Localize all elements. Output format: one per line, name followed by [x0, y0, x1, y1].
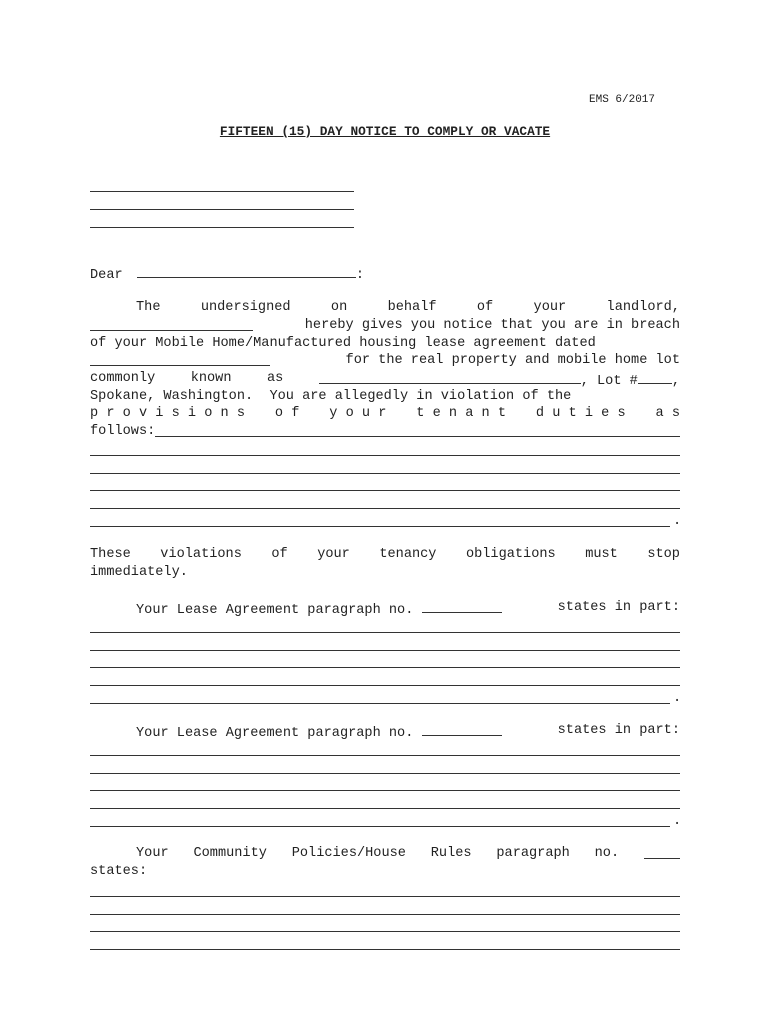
- word: on: [330, 300, 348, 315]
- comma: ,: [671, 374, 680, 389]
- word: violations: [160, 547, 242, 562]
- lease1-line: [90, 599, 680, 620]
- lease1-prefix: Your Lease Agreement paragraph no.: [136, 603, 414, 618]
- violation-line-2[interactable]: [90, 473, 680, 474]
- lease1-line-2[interactable]: [90, 650, 680, 651]
- community-line1: [90, 845, 680, 863]
- lease2-line-1[interactable]: [90, 755, 680, 756]
- word: d u t i e s: [535, 406, 626, 421]
- lot-number-field[interactable]: [638, 370, 672, 384]
- word: known: [190, 371, 232, 386]
- word: your: [317, 547, 350, 562]
- para1-line4: [90, 352, 680, 370]
- violation-line-1[interactable]: [90, 455, 680, 456]
- para1-line8: [90, 423, 680, 441]
- word: Your: [136, 846, 169, 861]
- lease1-prefix-group: [136, 599, 502, 620]
- word: landlord,: [606, 300, 680, 315]
- word: your: [533, 300, 567, 315]
- lease1-line-3[interactable]: [90, 667, 680, 668]
- community-paragraph-field[interactable]: [644, 845, 680, 859]
- lease2-line-2[interactable]: [90, 773, 680, 774]
- para1-text: Spokane, Washington. You are allegedly in violation of the: [90, 389, 572, 404]
- page-title: FIFTEEN (15) DAY NOTICE TO COMPLY OR VACATE: [219, 124, 551, 139]
- community-line2: [90, 863, 680, 881]
- lease2-line-4[interactable]: [90, 808, 680, 809]
- lease1-suffix: states in part:: [557, 600, 680, 615]
- address-line-2[interactable]: [90, 209, 354, 210]
- word: paragraph: [496, 846, 570, 861]
- lease2-prefix-group: [136, 722, 502, 743]
- para1-line3: [90, 335, 680, 353]
- lease1-line-1[interactable]: [90, 632, 680, 633]
- community-text: states:: [90, 864, 148, 879]
- address-line-1[interactable]: [90, 191, 354, 192]
- community-line-4[interactable]: [90, 949, 680, 950]
- tenant-name-field[interactable]: [137, 264, 356, 278]
- landlord-name-field[interactable]: [90, 317, 253, 331]
- violation-line-0[interactable]: [155, 423, 680, 437]
- lease1-line-4[interactable]: [90, 685, 680, 686]
- word: of: [271, 547, 288, 562]
- lease2-suffix: states in part:: [557, 723, 680, 738]
- violation-line-4[interactable]: [90, 508, 680, 509]
- word: of: [476, 300, 494, 315]
- para1-line6: [90, 388, 680, 406]
- word: behalf: [387, 300, 437, 315]
- community-line-1[interactable]: [90, 896, 680, 897]
- lease2-paragraph-field[interactable]: [422, 722, 502, 736]
- para2-line1: [90, 546, 680, 564]
- lot-label: , Lot #: [580, 374, 638, 389]
- agreement-date-field[interactable]: [90, 352, 270, 366]
- word: obligations: [465, 547, 556, 562]
- para1-text: of your Mobile Home/Manufactured housing lease agreement dated: [90, 336, 596, 351]
- property-address-field[interactable]: [319, 370, 581, 384]
- para2-text: immediately.: [90, 565, 188, 580]
- dear-colon: :: [355, 268, 364, 283]
- word: Rules: [430, 846, 472, 861]
- para1-text: for the real property and mobile home lot: [345, 353, 680, 368]
- para2-line2: [90, 564, 680, 582]
- word: t e n a n t: [416, 406, 506, 421]
- dear-label: Dear: [90, 268, 123, 283]
- word: as: [266, 371, 284, 386]
- word: p r o v i s i o n s: [90, 406, 245, 421]
- community-line-3[interactable]: [90, 931, 680, 932]
- word: stop: [647, 547, 680, 562]
- violation-line-5[interactable]: [90, 526, 670, 527]
- period: .: [673, 814, 682, 829]
- lease1-paragraph-field[interactable]: [422, 599, 502, 613]
- salutation: [90, 264, 364, 285]
- word: tenancy: [379, 547, 437, 562]
- lease2-line: [90, 722, 680, 743]
- word: undersigned: [200, 300, 291, 315]
- follows-label: follows:: [90, 424, 156, 439]
- address-line-3[interactable]: [90, 227, 354, 228]
- lease2-line-5[interactable]: [90, 826, 670, 827]
- para1-text: hereby gives you notice that you are in breach: [304, 318, 680, 333]
- community-line-2[interactable]: [90, 914, 680, 915]
- word: Policies/House: [291, 846, 406, 861]
- period: .: [673, 691, 682, 706]
- word: no.: [594, 846, 620, 861]
- period: .: [673, 514, 682, 529]
- para1-line7: [90, 405, 680, 423]
- para1-line2: [90, 317, 680, 335]
- word: The: [136, 300, 161, 315]
- word: These: [90, 547, 131, 562]
- violation-line-3[interactable]: [90, 490, 680, 491]
- word: commonly: [90, 371, 156, 386]
- lease1-line-5[interactable]: [90, 703, 670, 704]
- form-code: EMS 6/2017: [589, 94, 656, 106]
- word: must: [585, 547, 618, 562]
- word: Community: [193, 846, 267, 861]
- word: y o u r: [329, 406, 387, 421]
- word: a s: [655, 406, 680, 421]
- word: o f: [274, 406, 300, 421]
- para1-line1: [90, 299, 680, 317]
- lease2-line-3[interactable]: [90, 790, 680, 791]
- lease2-prefix: Your Lease Agreement paragraph no.: [136, 726, 414, 741]
